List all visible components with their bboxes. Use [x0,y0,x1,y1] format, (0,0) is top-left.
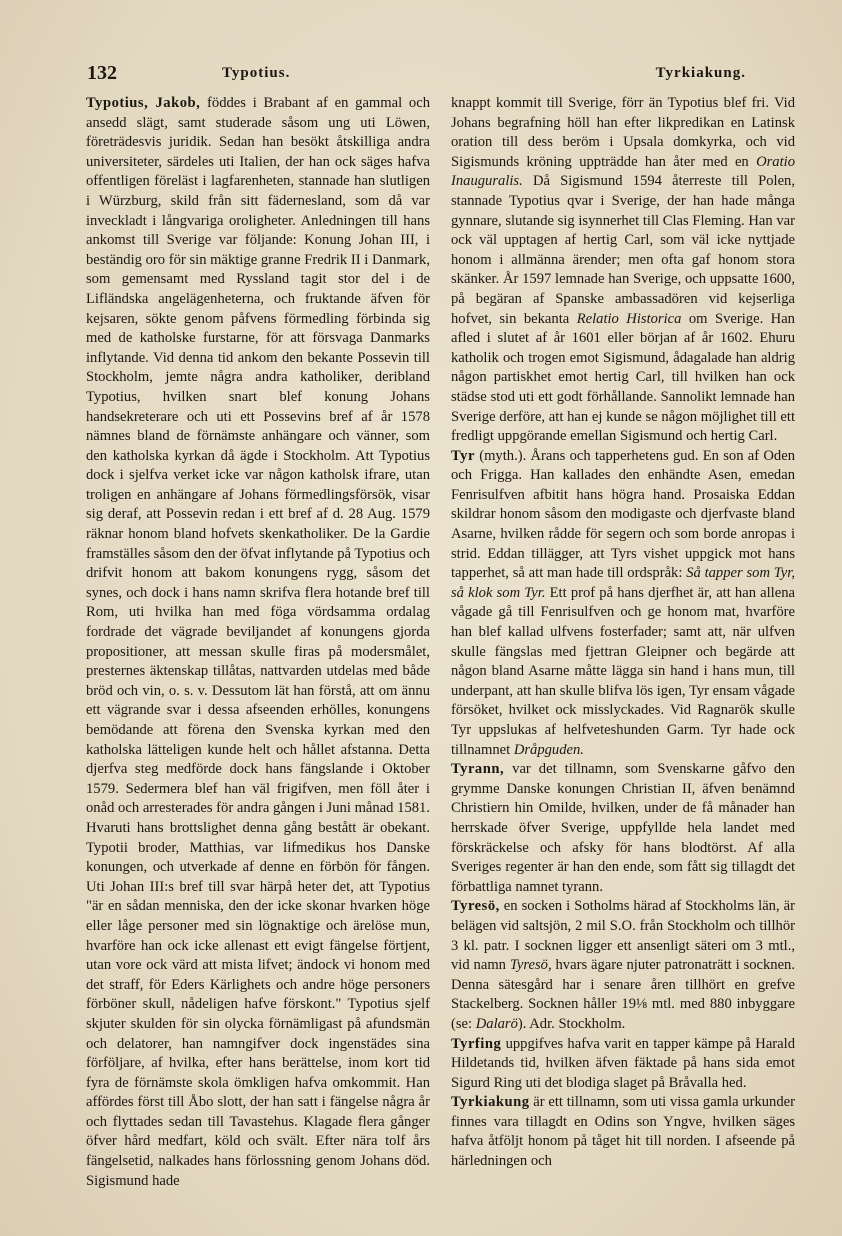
entry-text: Ett prof på hans djerfhet är, att han allena vågade gå till Fenrisulfven och ge honom mat, hvarföre han blef kallad ulfvens fosterfader; samt att, när ulfven skulle fängslas med fjettran Gleipner och begärde att någon bland Asarne måtte lägga sin hand i hans mun, till underpant, att han skulle blifva lös igen, Tyr ensam vågade försöket, hvilket ock misslyckades. Vid Ragnarök skulle Tyr uppslukas af helfveteshunden Garm. Tyr hade ock tillnamnet [451,584,795,758]
entry-headword: Tyr [451,447,475,464]
entry-text: , hvars ägare njuter patronaträtt i socknen. Denna sätesgård har i senare åren tillhört en grefve Stackelberg. Socknen håller 19⅛ mtl. med 880 inbyggare (se: [451,957,795,1032]
entry-italic: Tyresö [509,957,548,974]
entry-tyr [451,447,795,761]
entry-italic: Dråpguden. [513,741,584,758]
entry-headword: Typotius, Jakob, [86,95,201,111]
entry-text: Då Sigismund 1594 återreste till Polen, stannade Typotius qvar i Sverige, der han hade många gynnare, slutande sig isynnerhet till Clas Fleming. Han var ock väl upptagen af hertig Carl, som väl icke nyttjade honom i allmänna ärender; men ofta gaf honom stora skänker. År 1597 lemnade han Sverige, och uppsatte 1600, på begäran af Spanske ambassadören vid kejserliga hofvet, sin bekanta [451,173,795,327]
entry-text: var det tillnamn, som Svenskarne gåfvo den grymme Danske konungen Christian II, äfven benämnd Christiern hin Omilde, hvilken, under de få månader han herrskade öfver Sverige, uppfyllde hela landet med förskräckelse och afsky för hans blodtörst. Af alla Sveriges regenter är han den ende, som fått sig tillagdt det förbattliga namnet tyrann. [451,761,795,895]
entry-headword: Tyresö, [451,898,500,915]
running-head-right: Tyrkiakung. [655,65,746,81]
entry-text: (myth.). Årans och tapperhetens gud. En son af Oden och Frigga. Han kallades den enhändte Asen, emedan Fenrisulfven afbitit hans högra hand. Prosaiska Eddan skildrar honom såsom den modigaste och djerfvaste bland Asarne, hvilken rådde för segern och som borde anropas i strid. Eddan tillägger, att Tyrs vishet uppgick mot hans tapperhet, så att man hade till ordspråk: [451,447,795,582]
entry-typotius [86,94,430,1191]
right-column [451,94,795,1172]
entry-text: knappt kommit till Sverige, förr än Typotius blef fri. Vid Johans begrafning höll han efter likpredikan en Latinsk oration till dess beröm i Upsala domkyrka, och vid Sigismunds kröning uppträdde han åter med en [451,95,795,170]
entry-text: föddes i Brabant af en gammal och ansedd slägt, samt studerade såsom ung uti Löwen, företrädesvis juridik. Sedan han besökt åtskilliga andra universiteter, särdeles uti Italien, der han ock säges hafva offentligen föreläst i lagfarenheten, stannade han slutligen i Würzburg, skild från sitt fädernesland, som då var inveckladt i långvariga oroligheter. Anledningen till hans ankomst till Sverige var följande: Konung Johan III, i beständig oro för sin mäktige granne Fredrik II i Danmark, som gemensamt med Ryssland tagit stor del i de Lifländska angelägenheterna, och fruktande äfven för kejsaren, sökte genom påfvens förmedling förbinda sig med de katholske furstarne, för att försvaga Danmarks inflytande. Vid denna tid ankom den bekante Possevin till Stockholm, jemte några andra katholiker, deribland Typotius, hvilken snart blef konung Johans handsekreterare och uti ett Possevins bref af år 1578 nämnes bland de förnämste anhängare och vänner, som den katholska kyrkan då ägde i Stockholm. Att Typotius dock i sjelfva verket icke var någon katholsk ifrare, utan troligen en anhängare af Johans förmedlingsförsök, visar sig deraf, att Possevin redan i ett bref af d. 28 Aug. 1579 räknar honom bland hofvets skenkatholiker. De la Gardie framställes såsom den der öfvat inflytande på Typotius och drifvit honom att bakom konungens rygg, såsom det synes, och dock i hans namn skrifva flera hotande bref till Rom, uti hvilka han med föga vördsamma ordalag fordrade det vägrade beviljandet af konungens gjorda propositioner, att messan skulle firas på modersmålet, presternes äktenskap tillåtas, nattvarden utdelas med både bröd och vin, o. s. v. Dessutom lät han förstå, att om ännu ett vägrande svar i dessa afseenden erhölles, konungens bemödande att förena den Svenska kyrkan med den katholska lätteligen kunde helt och hållet afstanna. Detta djerfva steg medförde dock hans fängslande i Oktober 1579. Sedermera blef han väl frigifven, men föll åter i onåd och arresterades för andra gången i Juni månad 1581. Hvaruti hans brottslighet denna gång bestått är obekant. Typotii broder, Matthias, var lifmedikus hos Danske konungen, och utverkade af denne en förbön för fången. Uti Johan III:s bref till svar härpå heter det, att Typotius "är en sådan menniska, den der icke skonar hvarken höge eller låge personer med sin lögnaktige och ärelöse mun, hvarföre han ock icke allenast ett evigt fängelse förtjent, utan vore ock värd att mista lifvet; ändock vi honom med det straff, för Eders Kärlighets och andre höge personers förböner skull, nådeligen hafve förskont." Typotius sjelf skjuter skulden för sin olycka förnämligast på afundsmän och delatorer, han namngifver dock ingenstädes sina förföljare, af hvilka, efter hans berättelse, inom kort tid fyra de förnämste skola ömkligen hafva omkommit. Han affördes först till Åbo slott, der han satt i fängelse några år och flyttades sedan till Tavastehus. Klagade flera gånger öfver hård medfart, köld och svält. Efter nära tolf års fängelsetid, nalkades hans förlossning genom Johans död. Sigismund hade [86,95,431,1189]
entry-text: är ett tillnamn, som uti vissa gamla urkunder finnes vara tillagdt en Odins son Yngve, hvilken säges hafva åtföljt honom på tåget hit till norden. I afseende på härledningen och [451,1094,795,1170]
entry-text: ). Adr. Stockholm. [517,1015,626,1032]
entry-italic: Så tapper som Tyr, så klok som Tyr. [451,565,795,601]
left-column [86,94,430,1191]
entry-tyrann [451,760,795,897]
page-number: 132 [87,62,117,84]
entry-italic: Dalarö [475,1015,518,1032]
entry-text: uppgifves hafva varit en tapper kämpe på Harald Hildetands tid, hvilken äfven fäktade på hans sida emot Sigurd Ring uti det blodiga slaget på Bråvalla hed. [451,1035,795,1091]
entry-italic: Oratio Inauguralis. [451,153,795,190]
entry-headword: Tyrkiakung [451,1094,530,1111]
running-head-left: Typotius. [222,65,291,81]
entry-tyrfing [451,1035,795,1094]
entry-text: om Sverige. Han afled i slutet af år 1601 eller början af år 1602. Ehuru katholik och trogen emot Sigismund, ådagalade han aldrig någon partiskhet emot hertig Carl, till hvilken han ock städse stod uti ett godt förhållande. Sannolikt lemnade han Sverige derföre, att han ej kunde se någon möjlighet till ett fredligt uppgörande emellan Sigismund och hertig Carl. [451,310,795,445]
entry-tyrkiakung [451,1093,795,1171]
entry-typotius-continued [451,94,795,447]
page-header [87,62,782,86]
entry-text: en socken i Sotholms härad af Stockholms län, är belägen vid saltsjön, 2 mil S.O. från Stockholm och tillhör 3 kl. patr. I socknen ligger ett ansenligt säteri om 3 mtl., vid namn [451,898,795,974]
entry-headword: Tyrfing [451,1035,502,1052]
entry-headword: Tyrann, [451,761,505,778]
entry-italic: Relatio Historica [576,310,682,327]
entry-tyreso [451,897,795,1034]
